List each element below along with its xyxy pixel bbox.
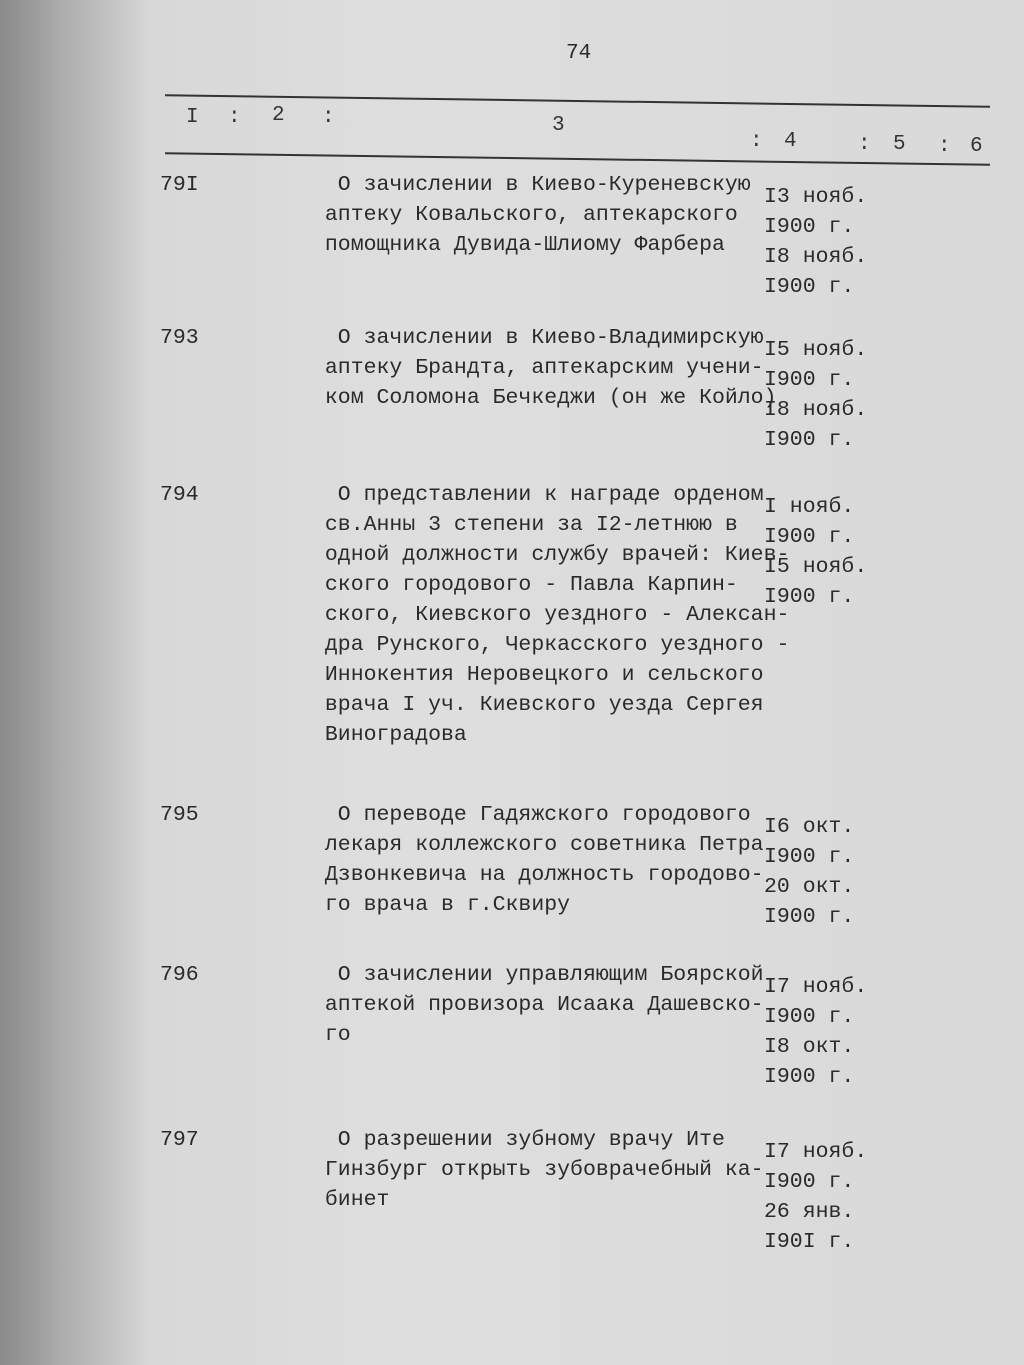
entry-text-line: О представлении к награде орденом — [312, 483, 764, 507]
header-sep: : — [750, 130, 763, 153]
entry-text-line: О зачислении управляющим Боярской — [312, 963, 764, 987]
entry-text-line: лекаря коллежского советника Петра — [312, 833, 764, 857]
entry-text-line: врача I уч. Киевского уезда Сергея — [312, 693, 764, 717]
entry-text-line: О переводе Гадяжского городового — [312, 803, 751, 827]
entry-number: 796 — [160, 963, 199, 987]
entry-date-line: I900 г. — [764, 1005, 855, 1029]
entry-date-line: I900 г. — [764, 1170, 855, 1194]
entry-text — [312, 960, 764, 1050]
entry-dates — [764, 335, 867, 455]
entry-date-line: I нояб. — [764, 495, 855, 519]
header-top-rule — [165, 94, 990, 108]
entry-date-line: I90I г. — [764, 1230, 855, 1254]
entry-text-line: ком Соломона Бечкеджи (он же Койло) — [312, 386, 777, 410]
header-col-4: 4 — [784, 130, 797, 153]
entry-number: 79I — [160, 173, 199, 197]
entry-text-line: ского, Киевского уездного - Алексан- — [312, 603, 790, 627]
entry-text-line: аптеку Брандта, аптекарским учени- — [312, 356, 764, 380]
entry-date-line: I900 г. — [764, 525, 855, 549]
entry-text-line: го врача в г.Сквиру — [312, 893, 571, 917]
entry-text-line: дра Рунского, Черкасского уездного - — [312, 633, 790, 657]
header-sep: : — [322, 106, 335, 129]
entry-text-line: ского городового - Павла Карпин- — [312, 573, 738, 597]
entry-dates — [764, 1137, 867, 1257]
header-col-3: 3 — [552, 114, 565, 137]
entry-text-line: Виноградова — [312, 723, 467, 747]
header-col-6: 6 — [970, 135, 983, 158]
entry-dates — [764, 972, 867, 1092]
page-edge-shadow — [0, 0, 150, 1365]
header-sep: : — [858, 133, 871, 156]
entry-date-line: I7 нояб. — [764, 975, 868, 999]
entry-text — [312, 480, 789, 750]
entry-number: 795 — [160, 803, 199, 827]
entry-date-line: I900 г. — [764, 275, 855, 299]
entry-date-line: I3 нояб. — [764, 185, 868, 209]
header-sep: : — [228, 106, 241, 129]
entry-date-line: I900 г. — [764, 905, 855, 929]
entry-text-line: св.Анны 3 степени за I2-летнюю в — [312, 513, 738, 537]
entry-text-line: одной должности службу врачей: Киев- — [312, 543, 790, 567]
entry-dates — [764, 492, 867, 612]
entry-text-line: О разрешении зубному врачу Ите — [312, 1128, 725, 1152]
entry-text — [312, 1125, 764, 1215]
entry-text-line: О зачислении в Киево-Владимирскую — [312, 326, 764, 350]
entry-number: 794 — [160, 483, 199, 507]
entry-text-line: Иннокентия Неровецкого и сельского — [312, 663, 764, 687]
entry-date-line: I6 окт. — [764, 815, 855, 839]
entry-text — [312, 170, 751, 260]
entry-date-line: I8 нояб. — [764, 245, 868, 269]
entry-date-line: I900 г. — [764, 585, 855, 609]
entry-text-line: го — [312, 1023, 351, 1047]
entry-dates — [764, 812, 854, 932]
entry-date-line: 26 янв. — [764, 1200, 855, 1224]
entry-date-line: I900 г. — [764, 428, 855, 452]
entry-date-line: I900 г. — [764, 368, 855, 392]
entry-dates — [764, 182, 867, 302]
entry-date-line: I7 нояб. — [764, 1140, 868, 1164]
entry-date-line: I900 г. — [764, 1065, 855, 1089]
entry-text-line: Дзвонкевича на должность городово- — [312, 863, 764, 887]
entry-date-line: I8 окт. — [764, 1035, 855, 1059]
header-sep: : — [938, 135, 951, 158]
entry-text-line: бинет — [312, 1188, 390, 1212]
entry-text-line: аптекой провизора Исаака Дашевско- — [312, 993, 764, 1017]
entry-date-line: I8 нояб. — [764, 398, 868, 422]
entry-text — [312, 323, 776, 413]
entry-text-line: аптеку Ковальского, аптекарского — [312, 203, 738, 227]
entry-text — [312, 800, 764, 920]
entry-number: 797 — [160, 1128, 199, 1152]
entry-text-line: помощника Дувида-Шлиому Фарбера — [312, 233, 725, 257]
entry-number: 793 — [160, 326, 199, 350]
header-col-1: I — [186, 106, 199, 129]
entry-date-line: I5 нояб. — [764, 338, 868, 362]
entry-text-line: О зачислении в Киево-Куреневскую — [312, 173, 751, 197]
header-col-2: 2 — [272, 104, 285, 127]
entry-date-line: 20 окт. — [764, 875, 855, 899]
entry-date-line: I5 нояб. — [764, 555, 868, 579]
header-col-5: 5 — [893, 133, 906, 156]
entry-date-line: I900 г. — [764, 215, 855, 239]
page-number: 74 — [566, 42, 592, 65]
entry-date-line: I900 г. — [764, 845, 855, 869]
entry-text-line: Гинзбург открыть зубоврачебный ка- — [312, 1158, 764, 1182]
